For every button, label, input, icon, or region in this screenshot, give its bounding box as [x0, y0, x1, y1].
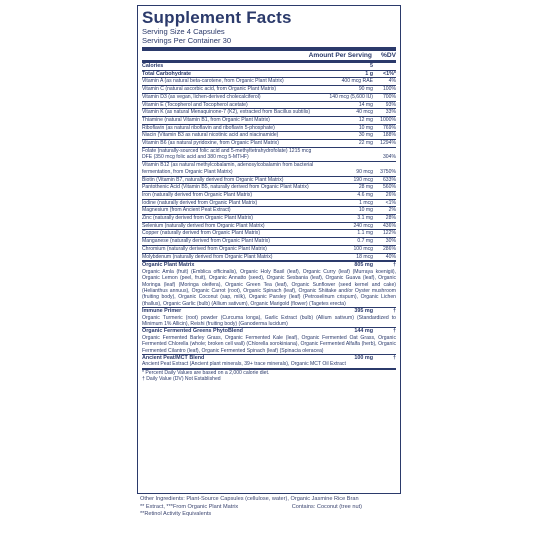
nutrient-dv: 26% [385, 191, 396, 198]
blend-ingredients: Organic Amla (fruit) (Emblica officinalis), Organic Holy Basil (leaf), Organic Curry (leaf) (Murraya koenigii), Organic Lemon (peel, fruit), Organic Annatto (seed), Organic Sesbania (leaf), Organic Guava (leaf), Organic Moringa (leaf) (Moringa oleifera), Organic Green Tea (leaf), Organic Sunflower (seed kernel and cake) (Helianthus annuus), Organic Carrot (root), Organic Spinach (leaf), Organic Shiitake and/or Oyster mushroom (fruiting body), Organic Coconut (sap, milk), Organic Parsley (leaf) (Petroselinum crispum), Organic Lichen (thallus), Organic Garlic (bulb) (Allium sativum), Organic Marigold (flower) (Tagetes erecta) [142, 268, 396, 307]
nutrient-dv: 286% [382, 245, 396, 252]
nutrient-amount: 400 mcg RAE [341, 78, 373, 85]
nutrient-row [142, 229, 396, 237]
nutrient-amount: 22 mg [358, 140, 373, 147]
nutrient-amount: 140 mcg (5,600 IU) [329, 93, 373, 100]
nutrient-dv: 33% [385, 109, 396, 116]
nutrient-row [142, 206, 396, 214]
nutrient-name: Vitamin D3 (as vegan, lichen-derived cholecalciferol) [142, 93, 261, 100]
nutrient-row [142, 124, 396, 132]
nutrient-amount: 1 g [365, 70, 373, 77]
blend-header [142, 262, 396, 268]
nutrient-amount: 100 mcg [353, 245, 373, 252]
supplement-facts-panel [137, 5, 401, 494]
nutrient-amount: 90 mg [358, 86, 373, 93]
nutrient-dv: 93% [385, 101, 396, 108]
blend-amount: 144 mg [354, 328, 373, 335]
blend-amount: 395 mg [354, 308, 373, 315]
nutrient-name: Vitamin C (natural ascorbic acid, from Organic Plant Matrix) [142, 86, 277, 93]
nutrient-row [142, 139, 396, 147]
nutrient-name: Iodine (naturally derived from Organic Plant Matrix) [142, 199, 258, 206]
blend-ingredients: Ancient Peat Extract (Ancient plant minerals, 39+ trace minerals), Organic MCT Oil Extract [142, 361, 346, 368]
nutrient-amount: 10 mg [358, 207, 373, 214]
nutrient-row [142, 214, 396, 222]
nutrient-name: Pantothenic Acid (Vitamin B5, naturally derived from Organic Plant Matrix) [142, 184, 309, 191]
blend-sections [142, 260, 396, 368]
blend-name: Immune Primer [142, 308, 182, 315]
blend-ingredients: Organic Fermented Barley Grass, Organic Fermented Kale (leaf), Organic Fermented Oat Grass, Organic Fermented Chlorella (whole; broken cell wall) (Chlorella sorokiniana), Organic Fermented Alfalfa (herb), Organic Fermented Cilantro (leaf), Organic Fermented Spinach (leaf) (Spinacia oleracea) [142, 334, 396, 354]
nutrient-amount: 18 mcg [356, 253, 373, 260]
blend-header [142, 328, 396, 334]
nutrient-dv: 3750% [380, 168, 396, 175]
nutrient-name: Vitamin A (as natural beta-carotene, from Organic Plant Matrix) [142, 78, 284, 85]
nutrient-row [142, 222, 396, 230]
nutrient-row [142, 245, 396, 253]
nutrient-rows [142, 62, 396, 260]
nutrient-dv: 560% [382, 184, 396, 191]
nutrient-dv: 1000% [380, 116, 396, 123]
nutrient-name: Vitamin K (as natural Menaquinone-7 (K2), extracted from Bacillus subtilis) [142, 109, 311, 116]
nutrient-row [142, 116, 396, 124]
nutrient-dv: 4% [388, 78, 396, 85]
nutrient-dv: <1%* [382, 70, 396, 77]
nutrient-dv: 100% [382, 86, 396, 93]
blend-amount: 805 mg [354, 262, 373, 269]
nutrient-name: Thiamine (natural Vitamin B1, from Organic Plant Matrix) [142, 116, 270, 123]
nutrient-dv: <1% [385, 199, 396, 206]
nutrient-row [142, 176, 396, 184]
nutrient-dv: 769% [382, 124, 396, 131]
other-ingredients: Other Ingredients: Plant-Source Capsules (cellulose, water), Organic Jasmine Rice Bran [140, 496, 359, 502]
blend-section [142, 260, 396, 307]
nutrient-dv: 30% [385, 238, 396, 245]
nutrient-dv: 122% [382, 230, 396, 237]
servings-per-container: Servings Per Container 30 [142, 36, 232, 45]
nutrient-amount: 90 mcg [356, 168, 373, 175]
nutrient-amount: 5 [370, 63, 373, 69]
nutrient-name: Vitamin B6 (as natural pyridoxine, from Organic Plant Matrix) [142, 140, 279, 147]
nutrient-dv: 2% [388, 207, 396, 214]
nutrient-dv: 633% [382, 176, 396, 183]
nutrient-row [142, 199, 396, 207]
column-header [142, 51, 396, 60]
retinol-note: **Retinol Activity Equivalents [140, 511, 212, 517]
nutrient-row [142, 237, 396, 245]
footnotes [142, 368, 396, 383]
nutrient-row [142, 131, 396, 139]
nutrient-name: Manganese (naturally derived from Organic Plant Matrix) [142, 238, 270, 245]
nutrient-amount: 10 mg [358, 124, 373, 131]
nutrient-dv: 28% [385, 215, 396, 222]
nutrient-amount: 4.6 mg [357, 191, 373, 198]
extract-note: ** Extract, ***From Organic Plant Matrix [140, 504, 239, 510]
nutrient-name: Biotin (Vitamin B7, naturally derived from Organic Plant Matrix) [142, 176, 284, 183]
blend-section [142, 327, 396, 354]
nutrient-name: Niacin (Vitamin B3 as natural nicotinic acid and niacinamide) [142, 132, 279, 139]
nutrient-name: Molybdenum (naturally derived from Organic Plant Matrix) [142, 253, 273, 260]
nutrient-dv: 304% [382, 154, 396, 161]
nutrient-name: Riboflavin (as natural riboflavin and riboflavin 5-phosphate) [142, 124, 275, 131]
nutrient-name: Total Carbohydrate [142, 70, 192, 77]
nutrient-name: Zinc (naturally derived from Organic Plant Matrix) [142, 215, 253, 222]
panel-title: Supplement Facts [142, 8, 292, 27]
nutrient-amount: 28 mg [358, 184, 373, 191]
blend-name: Organic Fermented Greens PhytoBlend [142, 328, 243, 335]
blend-header [142, 308, 396, 314]
nutrient-row [142, 85, 396, 93]
nutrient-dv: 1294% [380, 140, 396, 147]
nutrient-name: Copper (naturally derived from Organic Plant Matrix) [142, 230, 261, 237]
nutrient-row [142, 183, 396, 191]
blend-section [142, 354, 396, 368]
nutrient-dv: 436% [382, 222, 396, 229]
nutrient-row [142, 161, 396, 175]
nutrient-dv: 40% [385, 253, 396, 260]
nutrient-amount: 1.1 mg [357, 230, 373, 237]
nutrient-amount: 12 mg [358, 116, 373, 123]
contains-note: Contains: Coconut (tree nut) [291, 504, 362, 510]
blend-name: Organic Plant Matrix [142, 262, 195, 269]
nutrient-amount: 190 mcg [353, 176, 373, 183]
nutrient-amount: 3.1 mg [357, 215, 373, 222]
nutrient-row [142, 62, 396, 70]
nutrient-dv: 188% [382, 132, 396, 139]
amount-header: Amount Per Serving [308, 52, 372, 59]
nutrient-name: Calories [142, 63, 164, 69]
nutrient-row [142, 77, 396, 85]
blend-dv: † [393, 354, 396, 361]
notes-line [140, 504, 402, 511]
nutrient-amount: 14 mg [358, 101, 373, 108]
nutrient-row [142, 147, 396, 161]
nutrient-amount: 1 mcg [359, 199, 373, 206]
nutrient-name: Iron (naturally derived from Organic Plant Matrix) [142, 191, 253, 198]
nutrient-amount: 0.7 mg [357, 238, 373, 245]
blend-dv: † [393, 328, 396, 335]
nutrient-name: Vitamin E (Tocopherol and Tocopherol acetate) [142, 101, 248, 108]
dv-header: %DV [380, 52, 396, 59]
blend-section [142, 307, 396, 327]
nutrient-row [142, 70, 396, 78]
blend-dv: † [393, 262, 396, 269]
nutrient-amount: 240 mcg [353, 222, 373, 229]
nutrient-amount: 40 mcg [356, 109, 373, 116]
nutrient-name: Selenium (naturally derived from Organic Plant Matrix) [142, 222, 265, 229]
nutrient-name: Chromium (naturally derived from Organic Plant Matrix) [142, 245, 267, 252]
other-ingredients-block [140, 496, 402, 518]
nutrient-row [142, 108, 396, 116]
serving-size: Serving Size 4 Capsules [142, 27, 225, 36]
blend-dv: † [393, 308, 396, 315]
nutrient-name: Vitamin B12 (as natural methylcobalamin, adenosylcobalamin from bacterial fermentation, from Organic Plant Matrix) [142, 162, 314, 175]
nutrient-row [142, 101, 396, 109]
footnote-not-established: † Daily Value (DV) Not Established [142, 376, 221, 383]
blend-ingredients: Organic Turmeric (root) powder (Curcuma longa), Garlic Extract (bulb) (Allium sativum) (Standardized to Minimum 1% Allicin), Reishi (fruiting body) (Ganoderma lucidum) [142, 314, 396, 327]
nutrient-name: Folate (naturally-sourced folic acid and 5-methyltetrahydrofolate) 1215 mcg DFE (350 mcg folic acid and 380 mcg 5-MTHF) [142, 147, 312, 161]
nutrient-name: Magnesium (from Ancient Peat Extract) [142, 207, 231, 214]
blend-amount: 100 mg [354, 354, 373, 361]
blend-name: Ancient Peat/MCT Blend [142, 354, 205, 361]
footnote-dv: * Percent Daily Values are based on a 2,000 calorie diet. [142, 369, 270, 376]
nutrient-row [142, 191, 396, 199]
nutrient-row [142, 253, 396, 261]
nutrient-dv: 700% [382, 93, 396, 100]
nutrient-row [142, 93, 396, 101]
nutrient-amount: 30 mg [358, 132, 373, 139]
